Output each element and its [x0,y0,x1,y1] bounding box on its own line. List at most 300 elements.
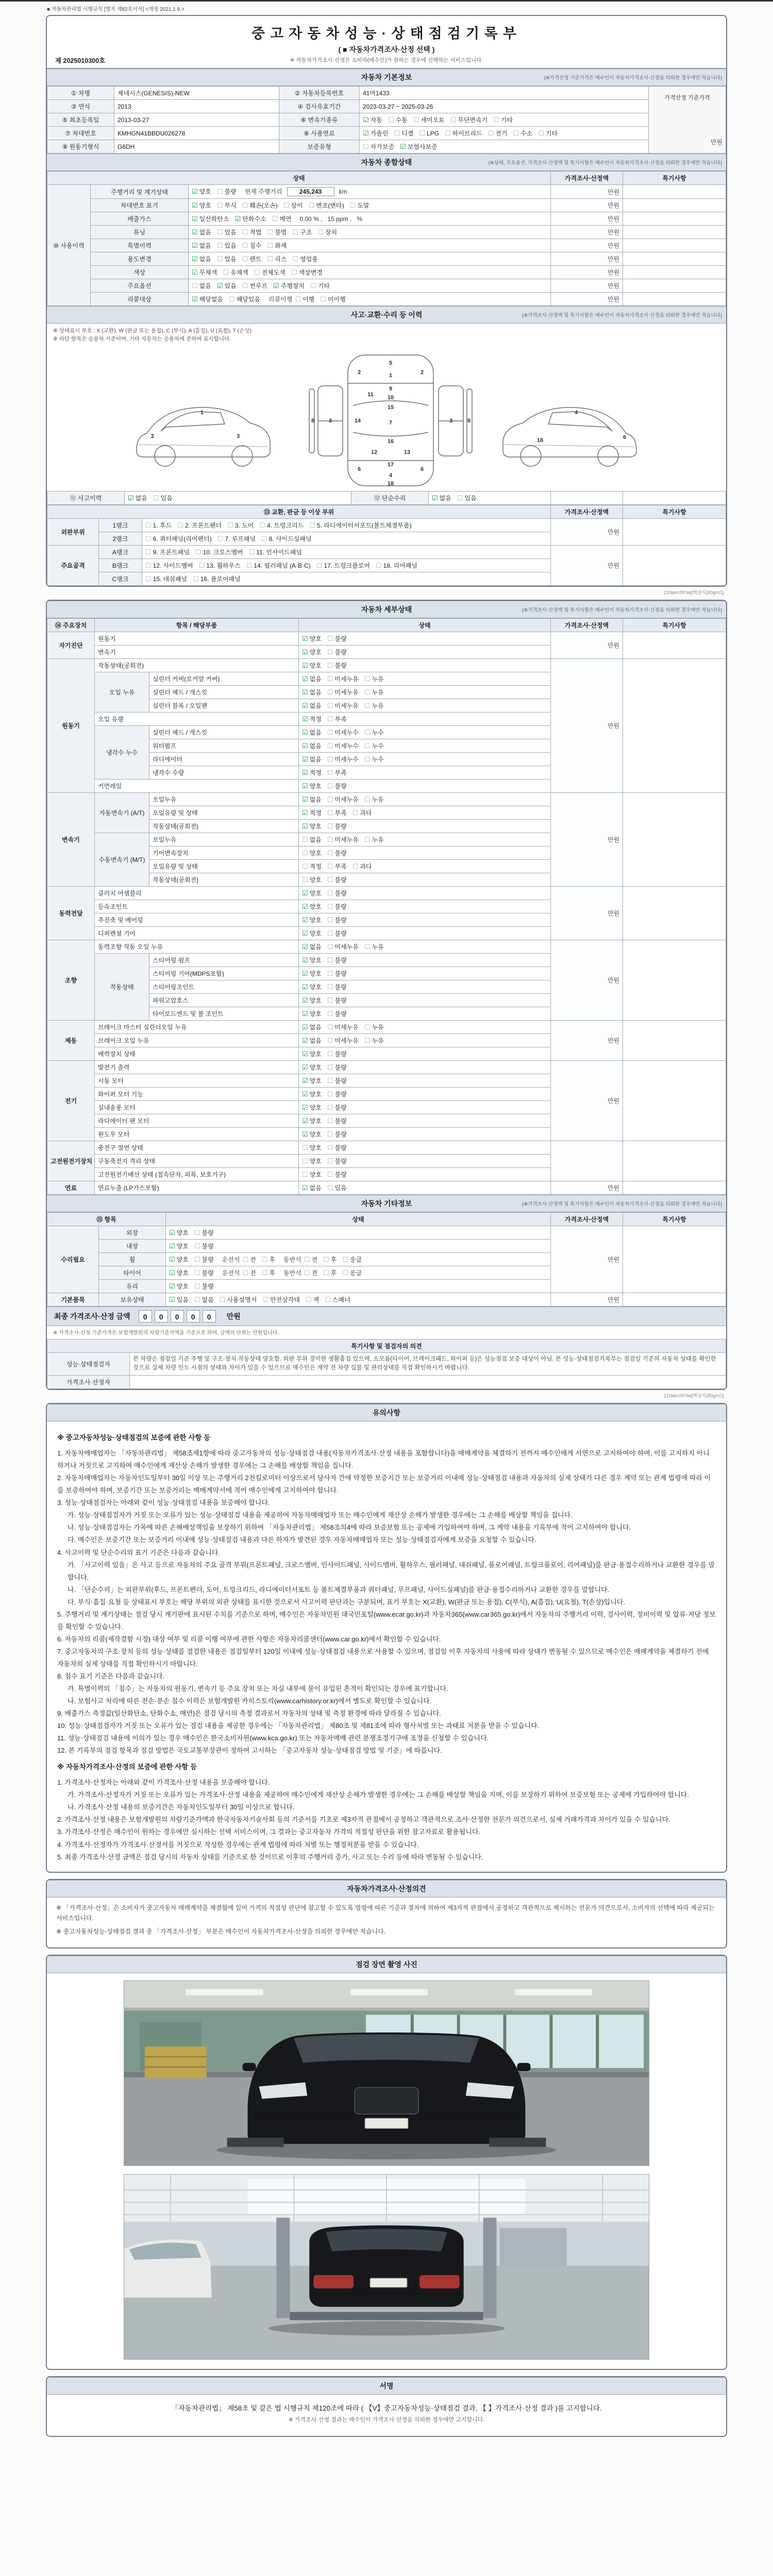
checkbox-option[interactable]: ☐ 미세누유 [327,1023,359,1031]
checkbox-option[interactable]: ☐ 누유 [364,1036,384,1044]
checkbox-option[interactable]: ☑ 적정 [302,808,322,817]
checkbox-option[interactable]: ☑ 양호 [302,1103,322,1111]
detail-state-cell [299,886,551,900]
checkbox-option[interactable]: ☐ 자가보증 [363,143,395,150]
checkbox-option[interactable]: ☐ 기타 [538,129,558,137]
checkbox-option[interactable]: ☐ 부족 [327,808,347,817]
checkbox-option[interactable]: ☐ 불량 [327,902,347,910]
checkbox-option[interactable]: ☐ 전 [304,1255,317,1263]
checkbox-option[interactable]: ☐ 양호 [302,1157,322,1165]
checkbox-option[interactable]: ☐ 불량 [194,1268,214,1277]
checkbox-option[interactable]: ☑ 보험사보증 [400,143,438,150]
checkbox-option[interactable]: ☐ 있음 [216,242,237,249]
checkbox-option[interactable]: ☐ 훼손(오손) [242,201,278,209]
checkbox-option[interactable]: ☐ 이행 [295,295,315,303]
notice-item: 5. 최종 가격조사·산정 금액은 점검 당시의 자동차 상태를 기준으로 한 것이므로 이후의 주행거리 증가, 사고 또는 수리 등에 따라 변동될 수 있습니다. [57,1853,483,1861]
checkbox-option[interactable]: ☐ 10. 크로스멤버 [195,548,243,556]
checkbox-option[interactable]: ☐ 응급 [342,1268,362,1277]
checkbox-option[interactable]: ☐ 변조(변타) [308,201,344,209]
final-price-label: 최종 가격조사·산정 금액 [54,1312,130,1320]
inspection-photo-rear [124,2174,649,2360]
checkbox-option[interactable]: ☐ 디젤 [394,129,414,137]
notice-item: 가. 가격조사·산정자가 거짓 또는 오류가 있는 가격조사·산정 내용을 제공하여 매수인에게 재산상 손해가 발생한 경우에는 그 손해를 배상할 책임을 지며, 이를 보장하기 위하여 보증보험 또는 공제에 가입하여야 합니다. [68,1791,689,1799]
detail-item-label: 동력조향 작동 오일 누유 [95,940,299,953]
checkbox-option[interactable]: ☐ 후 [323,1255,337,1263]
license-plate [370,2278,407,2287]
checkbox-option[interactable]: ☑ 양호 [302,889,322,897]
checkbox-option[interactable]: ☐ 렌트 [242,255,262,263]
summary-item-label: 색상 [91,266,189,279]
checkbox-option[interactable]: ☐ 불량 [327,648,347,656]
checkbox-option[interactable]: ☐ 전 [242,1255,256,1263]
checkbox-option[interactable]: ☑ 없음 [302,741,322,750]
document-number: 제 2025010300호 [55,57,106,64]
checkbox-option[interactable]: ☐ 후 [323,1268,337,1277]
checkbox-option[interactable]: ☐ 매연 [272,215,292,223]
checkbox-option[interactable]: ☑ 양호 [302,661,322,669]
detail-item-label: 발전기 출력 [95,1060,299,1074]
checkbox-option[interactable]: ☐ 응급 [342,1255,362,1263]
checkbox-option[interactable]: ☐ 누수 [364,728,384,736]
checkbox-option[interactable]: ☐ 미세누유 [327,942,359,951]
checkbox-option[interactable]: ☑ 일산화탄소 [192,215,229,223]
checkbox-checked-icon: ☑ [302,916,308,924]
fuel-options [360,127,649,140]
checkbox-option[interactable]: ☐ 스패너 [325,1295,350,1303]
checkbox-option[interactable]: ☐ 불량 [194,1282,214,1290]
checkbox-option[interactable]: ☑ 없음 [302,795,322,803]
checkbox-unchecked-icon: ☐ [375,561,382,569]
checkbox-option[interactable]: ☑ 없음 [432,494,451,502]
panel-number-marker: 6 [357,466,361,472]
checkbox-option[interactable]: ☑ 무채색 [192,268,217,276]
price-cell: 만원 [551,266,623,279]
section-title-accident: 사고·교환·수리 등 이력 [350,311,423,319]
checkbox-option[interactable]: ☐ 없음 [194,1295,214,1303]
detail-item-label: 와이퍼 모터 기능 [95,1087,299,1100]
checkbox-option[interactable]: ☑ 없음 [302,688,322,696]
checkbox-option[interactable]: ☐ 불량 [327,982,347,991]
detail-item-label: 오일유량 및 상태 [149,806,299,819]
etc-item-label: 휠 [99,1252,166,1266]
checkbox-option[interactable]: ☐ 과다 [352,808,372,817]
checkbox-option[interactable]: ☐ 썬루프 [242,282,268,290]
checkbox-option[interactable]: ☐ 양호 [302,1143,322,1151]
checkbox-option[interactable]: ☑ 양호 [302,1063,322,1071]
simple-repair-options [429,491,551,504]
checkbox-option[interactable]: ☑ 양호 [302,956,322,964]
checkbox-option[interactable]: ☐ 기타 [310,282,330,290]
checkbox-option[interactable]: ☑ 양호 [302,1090,322,1098]
checkbox-unchecked-icon: ☐ [194,1255,200,1263]
checkbox-unchecked-icon: ☐ [195,548,201,556]
checkbox-option[interactable]: ☐ 전체도색 [254,268,285,276]
notice-item: 6. 자동차의 리콜(제작결함 시정) 대상 여부 및 리콜 이행 여부에 관한 사항은 자동차리콜센터(www.car.go.kr)에서 확인할 수 있습니다. [57,1635,441,1643]
checkbox-option[interactable]: ☑ 양호 [302,902,322,910]
checkbox-option[interactable]: ☑ 없음 [302,701,322,709]
checkbox-option[interactable]: ☐ 상이 [283,201,303,209]
checkbox-option[interactable]: ☐ 미세누유 [327,701,359,709]
checkbox-option[interactable]: ☐ 구조 [292,228,312,236]
checkbox-option[interactable]: ☑ 양호 [302,1009,322,1018]
summary-state-cell [189,212,551,226]
checkbox-checked-icon: ☑ [302,969,308,977]
checkbox-option[interactable]: ☐ 누유 [364,1023,384,1031]
price-cell: 만원 [551,279,623,293]
checkbox-option[interactable]: ☐ 1. 후드 [145,521,172,529]
checkbox-option[interactable]: ☐ 세미오토 [413,116,445,124]
checkbox-option[interactable]: ☐ 7. 루프패널 [217,534,256,543]
checkbox-option[interactable]: ☐ 불량 [327,1090,347,1098]
checkbox-option[interactable]: ☐ 누수 [364,755,384,763]
checkbox-option[interactable]: ☐ 14. 필러패널 (A·B·C) [246,561,311,569]
checkbox-option[interactable]: ☐ 불법 [267,228,287,236]
checkbox-option[interactable]: ☐ 불량 [327,1049,347,1058]
checkbox-option[interactable]: ☐ 수동 [388,116,408,124]
checkbox-option[interactable]: ☐ 불량 [327,1157,347,1165]
summary-row [47,212,726,226]
detail-item-label: 실린더 헤드 / 개스킷 [149,685,299,699]
checkbox-option[interactable]: ☑ 양호 [302,1130,322,1138]
checkbox-unchecked-icon: ☐ [267,255,274,263]
checkbox-option[interactable]: ☑ 양호 [302,929,322,937]
price-digit-box: 0 [155,1310,168,1323]
checkbox-option[interactable]: ☑ 없음 [302,1036,322,1044]
state-text: km [339,188,347,195]
table-header-row [47,172,726,185]
checkbox-option[interactable]: ☑ 양호 [302,782,322,790]
checkbox-option[interactable]: ☐ 누유 [364,701,384,709]
checkbox-option[interactable]: ☐ 미세누유 [327,674,359,683]
checkbox-unchecked-icon: ☐ [349,201,356,209]
checkbox-option[interactable]: ☐ 전 [304,1268,317,1277]
checkbox-option[interactable]: ☐ 후 [261,1255,275,1263]
checkbox-option[interactable]: ☑ 해당없음 [192,295,224,303]
detail-item-label: 변속기 [95,645,299,658]
checkbox-option[interactable]: ☐ 무단변속기 [450,116,488,124]
section-title-summary: 자동차 종합상태 [361,158,412,166]
checkbox-option[interactable]: ☐ 양호 [302,849,322,857]
checkbox-option[interactable]: ☐ 적정 [302,862,322,870]
notice-item: 8. 침수 표기 기준은 다음과 같습니다. [57,1672,165,1680]
detail-state-cell [299,806,551,819]
checkbox-option[interactable]: ☑ 없음 [302,728,322,736]
state-text: 0.00 % , [299,215,323,223]
checkbox-option[interactable]: ☑ 있음 [216,282,237,290]
checkbox-option[interactable]: ☐ 해당있음 [229,295,261,303]
checkbox-option[interactable]: ☑ 양호 [302,982,322,991]
checkbox-option[interactable]: ☐ 불량 [327,634,347,642]
document-title: 중고자동차성능·상태점검기록부 [251,26,522,41]
checkbox-unchecked-icon: ☐ [327,741,333,750]
checkbox-option[interactable]: ☐ 침수 [242,242,262,249]
checkbox-option[interactable]: ☐ 불량 [216,188,237,195]
checkbox-option[interactable]: ☑ 양호 [169,1228,189,1236]
checkbox-option[interactable]: ☐ 불량 [327,929,347,937]
checkbox-option[interactable]: ☐ 전 [242,1268,256,1277]
checkbox-option[interactable]: ☑ 양호 [302,1076,322,1084]
notice-section-heading: ※ 중고자동차성능·상태점검의 보증에 관한 사항 등 [57,1434,211,1442]
checkbox-option[interactable]: ☐ 불량 [327,1170,347,1178]
checkbox-option[interactable]: ☐ 5. 라디에이터서포트(볼트체결부품) [309,521,412,529]
checkbox-unchecked-icon: ☐ [363,143,369,150]
checkbox-option[interactable]: ☐ 유채색 [223,268,248,276]
checkbox-checked-icon: ☑ [302,688,308,696]
checkbox-option[interactable]: ☐ 미세누유 [327,835,359,843]
panel-number-marker: 8 [467,417,471,424]
checkbox-option[interactable]: ☐ 6. 쿼터패널(리어펜더) [145,534,212,543]
checkbox-option[interactable]: ☑ 양호 [192,201,211,209]
checkbox-option[interactable]: ☑ 있음 [169,1295,189,1303]
checkbox-option[interactable]: ☐ 부족 [327,715,347,723]
checkbox-unchecked-icon: ☐ [302,875,308,884]
checkbox-option[interactable]: ☐ 불량 [327,1130,347,1138]
panel-number-marker: 6 [420,466,424,472]
checkbox-option[interactable]: ☐ 도말 [349,201,369,209]
column-header: 가격조사·산정액 [551,172,623,185]
checkbox-option[interactable]: ☐ 불량 [327,1076,347,1084]
panel-number-marker: 15 [387,404,394,411]
checkbox-option[interactable]: ☑ 양호 [302,822,322,830]
checkbox-option[interactable]: ☐ 영업용 [292,255,318,263]
checkbox-unchecked-icon: ☐ [538,129,544,137]
inspector-opinion-text: 본 차량은 점검일 기준 주행 및 구조·장치 작동상태 양호함. 외판 부위 경미한 생활흠집 있으며, 소모품(타이어, 브레이크패드, 와이퍼 등)은 성능점검 보증 대상이 아님. 본 성능·상태점검기록부는 점검일 기준의 자동차 상태를 확인한 것으로 실제 차량 인도 시점의 상태와 차이가 있을 수 있으므로 매수인은 계약 전 차량 실물 및 관리상태를 직접 확인하시기 바랍니다. [130,1352,726,1376]
detail-state-cell [299,1100,551,1114]
checkbox-option[interactable]: ☐ 안전삼각대 [262,1295,300,1303]
panel-number-marker: 4 [389,472,393,479]
inspection-photo-front [124,1980,649,2166]
accident-history-options [125,491,351,504]
car-front-quarter-drawing [137,407,270,466]
checkbox-option[interactable]: ☑ 없음 [302,1023,322,1031]
checkbox-option[interactable]: ☐ 미세누유 [327,1036,359,1044]
checkbox-option[interactable]: ☐ 있음 [327,1183,347,1192]
checkbox-option[interactable]: ☐ 하이브리드 [444,129,482,137]
detail-state-cell [299,766,551,779]
detail-item-label: 실린더 커버(로커암 커버) [149,672,299,685]
checkbox-unchecked-icon: ☐ [242,255,248,263]
checkbox-option[interactable]: ☐ 있음 [457,494,477,502]
checkbox-option[interactable]: ☐ 누유 [364,942,384,951]
inspector-role-label: 성능·상태점검자 [47,1352,130,1376]
rank-label: C랭크 [99,572,142,585]
section-note-detail: (※가격조사·산정액 및 특기사항은 매수인이 자동차가격조사·산정을 의뢰한 경우에만 적습니다) [522,607,722,613]
checkbox-option[interactable]: ☐ 누유 [364,835,384,843]
checkbox-option[interactable]: ☐ 불량 [327,875,347,884]
checkbox-option[interactable]: ☐ 불량 [327,1009,347,1018]
checkbox-option[interactable]: ☐ 불량 [194,1228,214,1236]
checkbox-option[interactable]: ☐ 없음 [302,835,322,843]
checkbox-option[interactable]: ☐ 2. 프론트펜더 [177,521,222,529]
checkbox-option[interactable]: ☑ 양호 [302,916,322,924]
checkbox-option[interactable]: ☐ 불량 [327,956,347,964]
checkbox-option[interactable]: ☐ 미이행 [320,295,346,303]
checkbox-option[interactable]: ☐ 없음 [192,282,211,290]
checkbox-option[interactable]: ☐ 18. 리어패널 [375,561,418,569]
remark-cell [623,886,726,940]
price-digit-box: 0 [187,1310,200,1323]
checkbox-option[interactable]: ☑ 양호 [302,996,322,1004]
checkbox-option[interactable]: ☐ 15. 대쉬패널 [145,574,188,583]
column-header: 상태 [299,618,551,632]
checkbox-option[interactable]: ☐ 누유 [364,795,384,803]
checkbox-option[interactable]: ☐ 불량 [327,782,347,790]
checkbox-option[interactable]: ☐ 불량 [327,996,347,1004]
checkbox-option[interactable]: ☐ 전기 [488,129,508,137]
checkbox-option[interactable]: ☐ 4. 트렁크리드 [259,521,304,529]
checkbox-option[interactable]: ☐ 적법 [242,228,262,236]
section-bar-signature [47,2377,726,2395]
checkbox-option[interactable]: ☑ 적정 [302,768,322,776]
appraiser-opinion-text [130,1376,726,1389]
checkbox-option[interactable]: ☑ 양호 [169,1242,189,1250]
notice-item: 나. 보험사고 처리에 따른 전손·분손 침수 이력은 보험개발원 카히스토리(www.carhistory.or.kr)에서 별도로 확인할 수 있습니다. [68,1697,432,1705]
checkbox-option[interactable]: ☐ LPG [419,129,439,137]
checkbox-option[interactable]: ☐ 불량 [194,1242,214,1250]
checkbox-checked-icon: ☑ [169,1282,175,1290]
checkbox-option[interactable]: ☐ 불량 [327,849,347,857]
checkbox-option[interactable]: ☐ 미세누유 [327,795,359,803]
etc-state-cell [166,1239,551,1252]
checkbox-unchecked-icon: ☐ [388,116,394,124]
checkbox-option[interactable]: ☐ 13. 휠하우스 [198,561,241,569]
checkbox-option[interactable]: ☐ 누유 [364,674,384,683]
checkbox-option[interactable]: ☐ 12. 사이드멤버 [145,561,193,569]
checkbox-option[interactable]: ☐ 후 [261,1268,275,1277]
section-bar-notices [47,1404,726,1421]
section-bar-photos [47,1956,726,1973]
checkbox-option[interactable]: ☐ 잭 [305,1295,320,1303]
checkbox-option[interactable]: ☑ 없음 [302,1183,322,1192]
appraisal-paragraph: ※ 「가격조사·산정」은 소비자가 중고자동차 매매계약을 체결함에 있어 가격의 적절성 판단에 참고할 수 있도록 법령에 따른 기준과 절차에 의하여 제3자적 관점에서 공정하고 객관적으로 제시하는 전문가 의견으로서, 소비자의 선택에 따라 제공되는 서비스입니다. [56,1904,715,1922]
checkbox-option[interactable]: ☑ 탄화수소 [234,215,266,223]
checkbox-unchecked-icon: ☐ [364,942,371,951]
checkbox-option[interactable]: ☑ 양호 [192,188,211,195]
checkbox-option[interactable]: ☐ 장치 [317,228,338,236]
checkbox-option[interactable]: ☑ 없음 [192,242,211,249]
checkbox-option[interactable]: ☑ 자동 [363,116,382,124]
checkbox-option[interactable]: ☐ 불량 [194,1255,214,1263]
checkbox-option[interactable]: ☐ 부족 [327,768,347,776]
side-mirror-left [243,2063,256,2071]
checkbox-option[interactable]: ☐ 17. 트렁크플로어 [316,561,370,569]
detail-state-cell [299,1007,551,1020]
panel-number-marker: 1 [200,409,204,416]
checkbox-option[interactable]: ☐ 미세누수 [327,755,359,763]
remark-cell [623,212,726,226]
checkbox-unchecked-icon: ☐ [327,902,333,910]
checkbox-option[interactable]: ☐ 불량 [327,1063,347,1071]
checkbox-unchecked-icon: ☐ [364,741,371,750]
checkbox-option[interactable]: ☑ 없음 [302,674,322,683]
checkbox-unchecked-icon: ☐ [327,661,333,669]
checkbox-option[interactable]: ☐ 누수 [364,741,384,750]
checkbox-option[interactable]: ☑ 없음 [192,255,211,263]
checkbox-checked-icon: ☑ [216,282,223,290]
checkbox-option[interactable]: ☐ 리스 [267,255,287,263]
rank-parts-cell [142,558,551,572]
checkbox-checked-icon: ☑ [432,494,438,502]
price-base-cell [649,87,726,154]
checkbox-option[interactable]: ☐ 불량 [327,661,347,669]
checkbox-option[interactable]: ☐ 누유 [364,688,384,696]
checkbox-option[interactable]: ☐ 불량 [327,1143,347,1151]
checkbox-option[interactable]: ☐ 미세누수 [327,728,359,736]
checkbox-option[interactable]: ☐ 미세누수 [327,741,359,750]
checkbox-option[interactable]: ☑ 없음 [302,755,322,763]
checkbox-option[interactable]: ☐ 부족 [327,862,347,870]
checkbox-option[interactable]: ☐ 불량 [327,916,347,924]
checkbox-option[interactable]: ☑ 양호 [302,648,322,656]
device-sub-label: 수동변속기 (M/T) [95,833,149,886]
checkbox-option[interactable]: ☐ 수소 [513,129,533,137]
notice-item: 가. 특별이력의 「침수」는 자동차의 원동기, 변속기 등 주요 장치 또는 차실 내부에 물이 유입된 흔적이 확인되는 경우에 표기합니다. [68,1685,448,1693]
checkbox-option[interactable]: ☐ 있음 [216,228,237,236]
checkbox-option[interactable]: ☑ 없음 [192,228,211,236]
checkbox-unchecked-icon: ☐ [320,295,326,303]
checkbox-option[interactable]: ☐ 불량 [327,1116,347,1125]
summary-item-label: 튜닝 [91,226,189,239]
checkbox-unchecked-icon: ☐ [317,228,324,236]
checkbox-option[interactable]: ☐ 9. 프론트패널 [145,548,190,556]
checkbox-option[interactable]: ☐ 양호 [302,1170,322,1178]
checkbox-option[interactable]: ☐ 화재 [267,242,287,249]
price-cell: 만원 [551,1226,623,1293]
notice-item: 나. 「단순수리」는 외판부위(후드, 프론트펜더, 도어, 트렁크리드, 라디에이터서포트 등 볼트체결부품과 쿼터패널, 루프패널, 사이드실패널)를 판금·용접수리하거나 교환한 경우를 말합니다. [68,1585,610,1594]
checkbox-option[interactable]: ☐ 부식 [216,201,237,209]
checkbox-option[interactable]: ☑ 적정 [302,715,322,723]
checkbox-option[interactable]: ☑ 가솔린 [363,129,389,137]
detail-state-cell [299,632,551,645]
detail-row [47,886,726,900]
checkbox-option[interactable]: ☑ 양호 [302,1116,322,1125]
checkbox-option[interactable]: ☐ 11. 인사이드패널 [248,548,302,556]
checkbox-option[interactable]: ☑ 없음 [128,494,147,502]
checkbox-option[interactable]: ☐ 미세누유 [327,688,359,696]
checkbox-option[interactable]: ☑ 주행장치 [273,282,305,290]
checkbox-option[interactable]: ☐ 사용설명서 [219,1295,257,1303]
checkbox-option[interactable]: ☐ 색상변경 [291,268,323,276]
checkbox-option[interactable]: ☑ 양호 [169,1282,189,1290]
checkbox-option[interactable]: ☐ 기타 [493,116,513,124]
checkbox-option[interactable]: ☑ 양호 [169,1255,189,1263]
detail-item-label: 오일누유 [149,792,299,806]
checkbox-option[interactable]: ☑ 양호 [302,634,322,642]
checkbox-option[interactable]: ☐ 불량 [327,1103,347,1111]
state-text: % [357,215,362,223]
checkbox-checked-icon: ☑ [273,282,279,290]
checkbox-unchecked-icon: ☐ [364,728,371,736]
checkbox-option[interactable]: ☐ 과다 [352,862,372,870]
checkbox-option[interactable]: ☐ 양호 [302,875,322,884]
detail-row [47,632,726,645]
checkbox-option[interactable]: ☐ 8. 사이드실패널 [261,534,312,543]
checkbox-option[interactable]: ☑ 없음 [302,942,322,951]
checkbox-option[interactable]: ☑ 양호 [169,1268,189,1277]
checkbox-option[interactable]: ☐ 불량 [327,969,347,977]
checkbox-option[interactable]: ☐ 있음 [153,494,173,502]
checkbox-option[interactable]: ☐ 불량 [327,822,347,830]
checkbox-option[interactable]: ☑ 양호 [302,1049,322,1058]
checkbox-option[interactable]: ☑ 양호 [302,969,322,977]
car-shadow [268,2321,505,2335]
checkbox-option[interactable]: ☐ 불량 [327,889,347,897]
notice-item: 4. 가격조사·산정자가 가격조사·산정서를 거짓으로 작성한 경우에는 관계 법령에 따라 처벌 또는 행정처분을 받을 수 있습니다. [57,1840,419,1849]
checkbox-option[interactable]: ☐ 3. 도어 [227,521,254,529]
checkbox-option[interactable]: ☐ 16. 플로어패널 [193,574,241,583]
checkbox-option[interactable]: ☐ 있음 [216,255,237,263]
notice-item: 11. 성능·상태점검 내용에 이의가 있는 경우 매수인은 한국소비자원(www.kca.go.kr) 또는 자동차매매 관련 분쟁조정기구에 조정을 신청할 수 있습니다. [57,1734,489,1742]
